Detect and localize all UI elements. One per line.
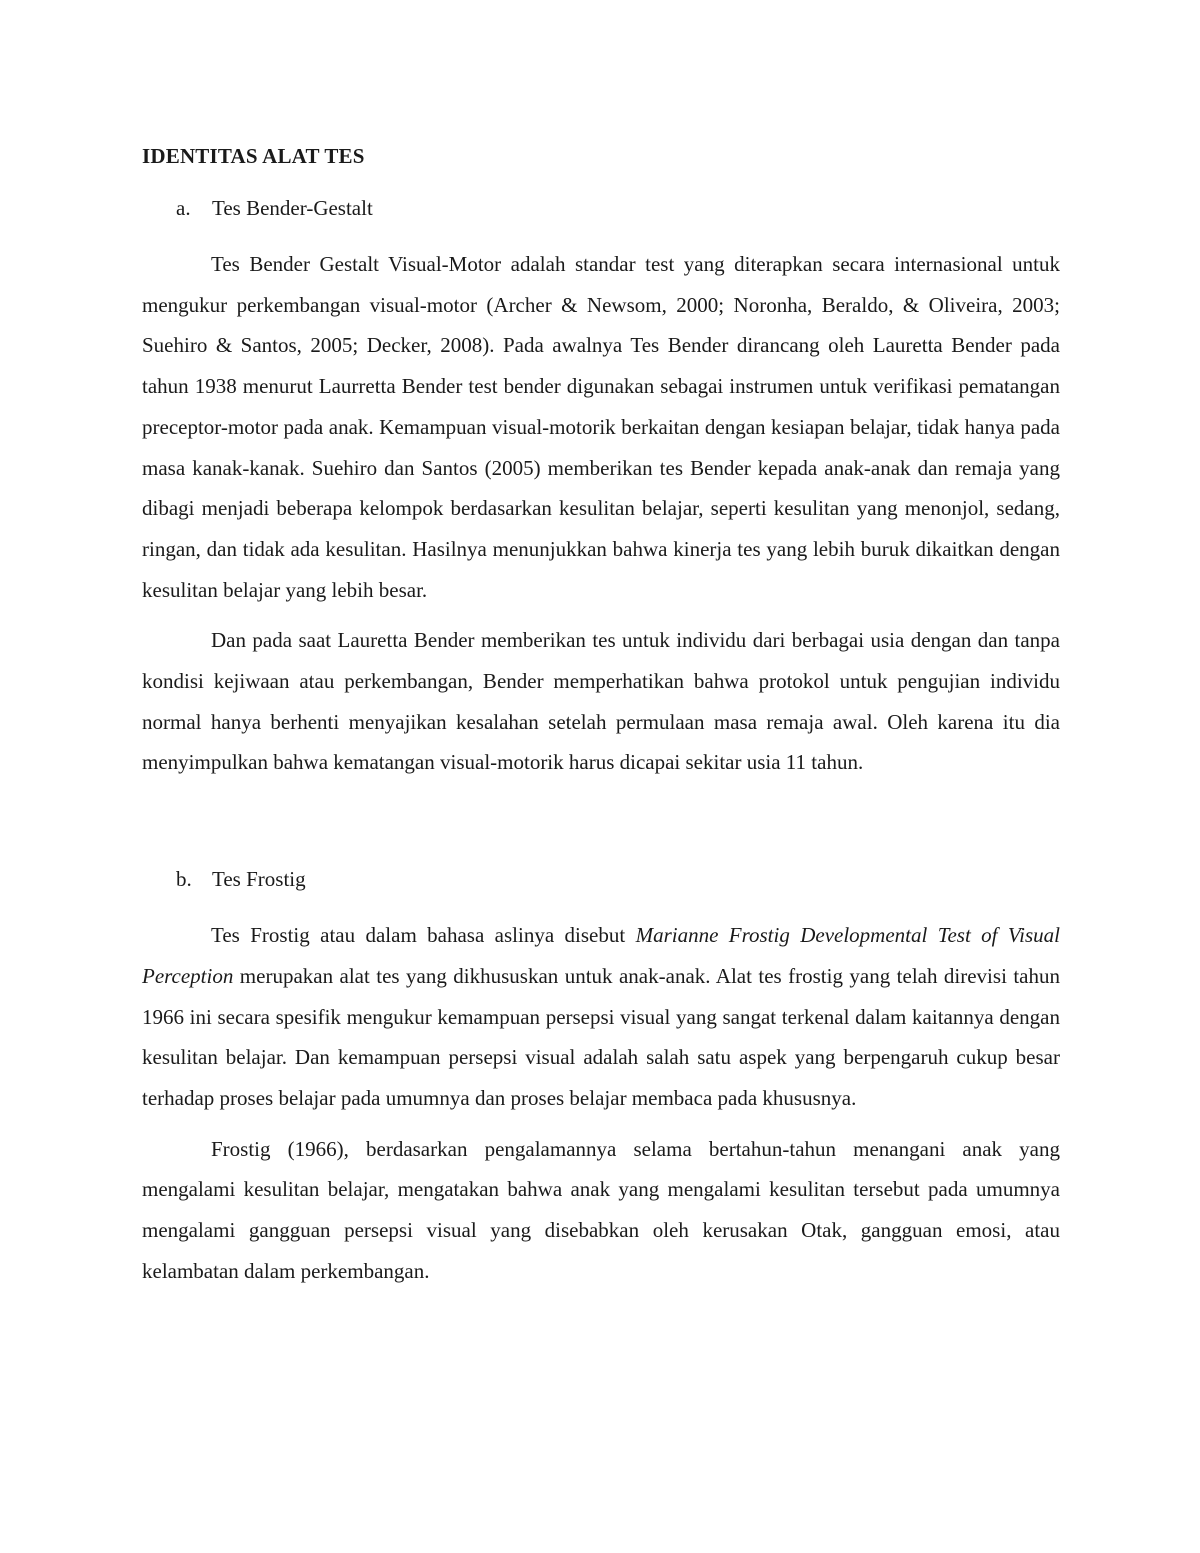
section-heading-frostig [176, 863, 1060, 895]
document-body [142, 140, 1060, 1291]
paragraph-text: Tes Frostig atau dalam bahasa aslinya disebut [211, 923, 636, 948]
document-title: IDENTITAS ALAT TES [142, 144, 365, 168]
list-marker: a. [176, 196, 191, 220]
section-heading-bender [176, 192, 1060, 224]
test-name-italic: Marianne Frostig Developmental Test of Visual Perception [142, 923, 1060, 988]
section-gap [142, 783, 1060, 863]
section-title: Tes Frostig [212, 867, 306, 892]
paragraph: Dan pada saat Lauretta Bender memberikan tes untuk individu dari berbagai usia dengan dan tanpa kondisi kejiwaan atau perkembangan, Bender memperhatikan bahwa protokol untuk pengujian individu normal hanya berhenti menyajikan kesalahan setelah permulaan masa remaja awal. Oleh karena itu dia menyimpulkan bahwa kematangan visual-motorik harus dicapai sekitar usia 11 tahun. [142, 628, 1060, 775]
paragraph-text: merupakan alat tes yang dikhususkan untuk anak-anak. Alat tes frostig yang telah direvisi tahun 1966 ini secara spesifik mengukur kemampuan persepsi visual yang sangat terkenal dalam kaitannya dengan kesulitan belajar. Dan kemampuan persepsi visual adalah salah satu aspek yang berpengaruh cukup besar terhadap proses belajar pada umumnya dan proses belajar membaca pada khususnya. [142, 963, 1060, 1110]
list-marker: b. [176, 867, 192, 892]
section-title: Tes Bender-Gestalt [212, 196, 373, 220]
paragraph: Frostig (1966), berdasarkan pengalamannya selama bertahun-tahun menangani anak yang mengalami kesulitan belajar, mengatakan bahwa anak yang mengalami kesulitan tersebut pada umumnya mengalami gangguan persepsi visual yang disebabkan oleh kerusakan Otak, gangguan emosi, atau kelambatan dalam perkembangan. [142, 1136, 1060, 1283]
paragraph [142, 915, 1060, 1119]
paragraph: Tes Bender Gestalt Visual-Motor adalah standar test yang diterapkan secara internasional untuk mengukur perkembangan visual-motor (Archer & Newsom, 2000; Noronha, Beraldo, & Oliveira, 2003; Suehiro & Santos, 2005; Decker, 2008). Pada awalnya Tes Bender dirancang oleh Lauretta Bender pada tahun 1938 menurut Laurretta Bender test bender digunakan sebagai instrumen untuk verifikasi pematangan preceptor-motor pada anak. Kemampuan visual-motorik berkaitan dengan kesiapan belajar, tidak hanya pada masa kanak-kanak. Suehiro dan Santos (2005) memberikan tes Bender kepada anak-anak dan remaja yang dibagi menjadi beberapa kelompok berdasarkan kesulitan belajar, seperti kesulitan yang menonjol, sedang, ringan, dan tidak ada kesulitan. Hasilnya menunjukkan bahwa kinerja tes yang lebih buruk dikaitkan dengan kesulitan belajar yang lebih besar. [142, 252, 1060, 602]
